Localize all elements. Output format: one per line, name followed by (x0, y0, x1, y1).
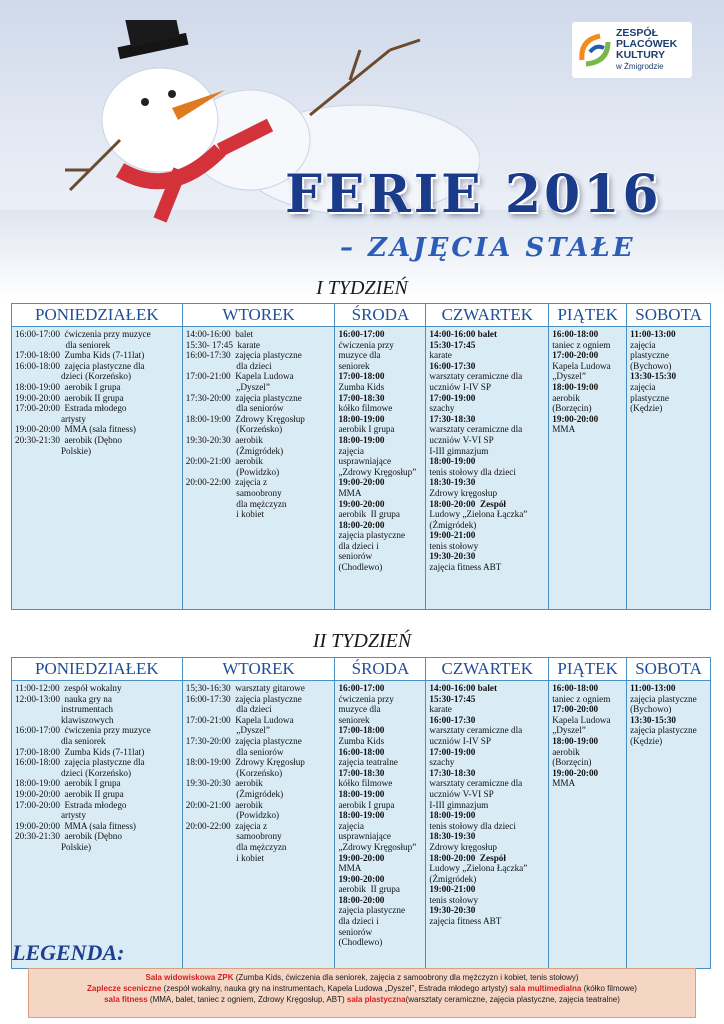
table-header-row (12, 658, 711, 681)
schedule-line: 19:00-21:00 (429, 884, 476, 895)
schedule-line: szachy (429, 757, 455, 768)
day-cell (182, 681, 335, 969)
schedule-line: „Dyszel” (552, 725, 586, 736)
schedule-line: kółko filmowe (338, 403, 393, 414)
schedule-line: seniorek (338, 360, 370, 371)
schedule-line: 17:00-19:00 (429, 392, 476, 403)
schedule-line: 18:00-19:00 aerobik I grupa (15, 381, 121, 392)
legend-text: (warsztaty ceramiczne, zajęcia plastyczne, zajęcia teatralne) (405, 995, 620, 1004)
schedule-line: instrumentach (15, 704, 113, 715)
schedule-line: Zumba Kids (338, 381, 385, 392)
schedule-line: (Chodlewo) (338, 937, 383, 948)
schedule-line: samoobrony (185, 831, 282, 842)
day-header: PONIEDZIAŁEK (12, 658, 183, 681)
schedule-line: 20:00-21:00 aerobik (185, 456, 263, 467)
schedule-line: plastyczne (630, 392, 669, 403)
schedule-line: 17:30-20:00 zajęcia plastyczne (185, 735, 302, 746)
schedule-line: 16:00-17:30 (429, 360, 476, 371)
schedule-line: 16:00-18:00 zajęcia plastyczne dla (15, 360, 145, 371)
schedule-line: dla seniorek (15, 735, 106, 746)
schedule-line: tenis stołowy (429, 894, 479, 905)
schedule-line: Kapela Ludowa (552, 714, 611, 725)
schedule-line: „Zdrowy Kręgosłup” (338, 466, 417, 477)
schedule-line: artysty (15, 810, 86, 821)
day-cell (549, 327, 627, 610)
schedule-line: (Kędzie) (630, 735, 663, 746)
legend-text: (kółko filmowe) (581, 984, 637, 993)
week1-schedule-table (11, 303, 711, 610)
schedule-line: 17:00-20:00 Estrada młodego (15, 799, 127, 810)
schedule-line: uczniów V-VI SP (429, 788, 494, 799)
schedule-line: 18:00-19:00 (552, 381, 599, 392)
schedule-line: 19:00-20:00 aerobik II grupa (15, 392, 124, 403)
schedule-line: zajęcia plastyczne (630, 693, 697, 704)
schedule-line: zajęcia (630, 381, 656, 392)
schedule-line: 17:30-18:30 (429, 767, 476, 778)
schedule-line: (Chodlewo) (338, 562, 383, 573)
schedule-line: 18:00-19:00 (338, 788, 385, 799)
schedule-line: Zdrowy kręgosłup (429, 487, 498, 498)
schedule-line: seniorów (338, 926, 373, 937)
schedule-line: 17:00-18:00 Zumba Kids (7-11lat) (15, 746, 145, 757)
schedule-line: 18:00-19:00 Zdrowy Kręgosłup (185, 757, 305, 768)
schedule-line: 14:00-16:00 balet (429, 329, 498, 339)
schedule-line: 20:30-21:30 aerobik (Dębno (15, 831, 122, 842)
schedule-line: tenis stołowy dla dzieci (429, 820, 516, 831)
schedule-line: 16:00-17:30 (429, 714, 476, 725)
schedule-line: (Kędzie) (630, 403, 663, 414)
schedule-line: dla dzieci (185, 360, 272, 371)
schedule-line: zajęcia fitness ABT (429, 562, 502, 573)
schedule-line: Polskie) (15, 841, 92, 852)
schedule-line: 11:00-13:00 (630, 329, 676, 339)
schedule-line: 18:00-19:00 (429, 456, 476, 467)
schedule-line: taniec z ogniem (552, 693, 611, 704)
schedule-line: zajęcia teatralne (338, 757, 398, 768)
schedule-line: zajęcia plastyczne (338, 905, 406, 916)
schedule-line: 17:00-18:00 (338, 371, 385, 382)
schedule-line: (Żmigródek) (429, 519, 477, 530)
schedule-line: usprawniające (338, 831, 391, 842)
schedule-line: 11:00-13:00 (630, 683, 676, 693)
schedule-line: dzieci (Korzeńsko) (15, 767, 132, 778)
schedule-line: Ludowy „Zielona Łączka” (429, 509, 528, 520)
table-header-row (12, 304, 711, 327)
schedule-line: 19:00-21:00 (429, 530, 476, 541)
day-cell (627, 681, 711, 969)
day-header: CZWARTEK (426, 658, 549, 681)
schedule-line: 17:30-18:30 (429, 413, 476, 424)
schedule-line: (Żmigródek) (429, 873, 477, 884)
schedule-line: 20:00-22:00 zajęcia z (185, 820, 268, 831)
schedule-line: 16:00-18:00 zajęcia plastyczne dla (15, 757, 145, 768)
day-cell (549, 681, 627, 969)
legend-text: (MMA, balet, taniec z ogniem, Zdrowy Kręgosłup, ABT) (147, 995, 347, 1004)
schedule-line: I-III gimnazjum (429, 799, 489, 810)
schedule-line: 19:30-20:30 (429, 905, 476, 916)
schedule-line: tenis stołowy (429, 540, 479, 551)
schedule-line: 18:00-19:00 (338, 434, 385, 445)
legend-text: (Zumba Kids, ćwiczenia dla seniorek, zajęcia z samoobrony dla mężczyzn i kobiet, tenis stołowy) (233, 973, 579, 982)
schedule-line: uczniów V-VI SP (429, 434, 494, 445)
schedule-line: dla dzieci i (338, 540, 379, 551)
schedule-line: MMA (338, 487, 362, 498)
schedule-line: (Borzęcin) (552, 757, 592, 768)
schedule-line: i kobiet (185, 852, 265, 863)
schedule-line: Polskie) (15, 445, 92, 456)
schedule-line: 20:30-21:30 aerobik (Dębno (15, 434, 122, 445)
schedule-line: 16:00-18:00 (552, 329, 599, 339)
schedule-line: 19:30-20:30 (429, 551, 476, 562)
schedule-line: (Powidzko) (185, 810, 280, 821)
legend-room: sala plastyczna (346, 995, 406, 1004)
schedule-line: 12:00-13:00 nauka gry na (15, 693, 112, 704)
schedule-line: dla dzieci (185, 704, 272, 715)
schedule-line: 14:00-16:00 balet (429, 683, 498, 693)
table-row (12, 681, 711, 969)
schedule-line: ćwiczenia przy (338, 339, 394, 350)
schedule-line: 17:30-20:00 zajęcia plastyczne (185, 392, 302, 403)
schedule-line: 17:00-20:00 (552, 350, 599, 361)
schedule-line: 19:00-20:00 MMA (sala fitness) (15, 820, 136, 831)
day-header: PIĄTEK (549, 304, 627, 327)
schedule-line: 19:00-20:00 (552, 767, 599, 778)
schedule-line: 16:00-17:00 ćwiczenia przy muzyce (15, 725, 151, 736)
schedule-line: 19:30-20:30 aerobik (185, 434, 263, 445)
schedule-line: 19:00-20:00 (338, 873, 385, 884)
schedule-line: karate (429, 350, 452, 361)
day-header: SOBOTA (627, 658, 711, 681)
day-cell (426, 681, 549, 969)
schedule-line: warsztaty ceramiczne dla (429, 424, 523, 435)
day-cell (12, 681, 183, 969)
schedule-line: Zumba Kids (338, 735, 385, 746)
schedule-line: 18:00-19:00 (338, 413, 385, 424)
schedule-line: 19:00-20:00 (338, 498, 385, 509)
schedule-line: warsztaty ceramiczne dla (429, 725, 523, 736)
schedule-line: i kobiet (185, 509, 265, 520)
schedule-line: (Bychowo) (630, 360, 672, 371)
day-cell (182, 327, 335, 610)
schedule-line: 17:00-18:00 (338, 725, 385, 736)
legend-title: LEGENDA: (12, 940, 125, 965)
day-header: WTOREK (182, 304, 335, 327)
schedule-line: zajęcia plastyczne (338, 530, 406, 541)
schedule-line: muzyce dla (338, 350, 381, 361)
schedule-line: 16:00-18:00 (338, 746, 385, 757)
schedule-line: taniec z ogniem (552, 339, 611, 350)
schedule-line: dzieci (Korzeńsko) (15, 371, 132, 382)
schedule-line: (Korzeńsko) (185, 424, 283, 435)
schedule-line: 18:00-19:00 aerobik I grupa (15, 778, 121, 789)
schedule-line: 19:00-20:00 (552, 413, 599, 424)
schedule-line: „Dyszel” (185, 725, 270, 736)
schedule-line: 16:00-18:00 (552, 683, 599, 693)
schedule-line: MMA (552, 778, 576, 789)
week2-heading: II TYDZIEŃ (312, 630, 412, 652)
schedule-line: 13:30-15:30 (630, 371, 677, 382)
day-header: PONIEDZIAŁEK (12, 304, 183, 327)
schedule-line: dla mężczyzn (185, 498, 287, 509)
schedule-line: 17:00-20:00 (552, 704, 599, 715)
schedule-line: usprawniające (338, 456, 392, 467)
schedule-line: 16:00-17:30 zajęcia plastyczne (185, 350, 302, 361)
schedule-line: „Zdrowy Kręgosłup” (338, 841, 417, 852)
schedule-line: Ludowy „Zielona Łączka” (429, 863, 528, 874)
schedule-line: 15;30-16:30 warsztaty gitarowe (185, 683, 305, 693)
schedule-line: 17:00-19:00 (429, 746, 476, 757)
schedule-line: 15:30- 17:45 karate (185, 339, 260, 350)
schedule-line: 17:00-21:00 Kapela Ludowa (185, 714, 294, 725)
schedule-line: 15:30-17:45 (429, 693, 476, 704)
schedule-line: 16:00-17:00 (338, 683, 385, 693)
logo-text: ZESPÓŁ PLACÓWEK KULTURY w Żmigrodzie (616, 27, 678, 71)
logo (572, 22, 692, 78)
schedule-line: (Żmigródek) (185, 788, 284, 799)
schedule-line: zajęcia plastyczne (630, 725, 697, 736)
schedule-line: „Dyszel” (552, 371, 586, 382)
header-banner (0, 0, 724, 300)
schedule-line: 20:00-21:00 aerobik (185, 799, 263, 810)
schedule-line: (Borzęcin) (552, 403, 592, 414)
legend-room: Zaplecze sceniczne (87, 984, 162, 993)
legend-text: (zespół wokalny, nauka gry na instrumentach, Kapela Ludowa „Dyszel”, Estrada młodego artysty) (161, 984, 510, 993)
schedule-line: 18:00-19:00 (338, 810, 385, 821)
schedule-line: dla seniorów (185, 746, 284, 757)
schedule-line: 13:30-15:30 (630, 714, 677, 725)
day-header: PIĄTEK (549, 658, 627, 681)
schedule-line: aerobik II grupa (338, 884, 400, 895)
schedule-line: zajęcia fitness ABT (429, 916, 502, 927)
schedule-line: 19:00-20:00 MMA (sala fitness) (15, 424, 136, 435)
schedule-line: 14:00-16:00 balet (185, 329, 254, 339)
page-subtitle: – ZAJĘCIA STAŁE (340, 233, 636, 263)
schedule-line: (Powidzko) (185, 466, 280, 477)
schedule-line: artysty (15, 413, 86, 424)
day-header: WTOREK (182, 658, 335, 681)
schedule-line: 16:00-17:30 zajęcia plastyczne (185, 693, 302, 704)
schedule-line: 17:00-18:30 (338, 767, 385, 778)
day-cell (12, 327, 183, 610)
schedule-line: warsztaty ceramiczne dla (429, 778, 523, 789)
legend-room: Sala widowiskowa ZPK (145, 973, 234, 982)
schedule-line: dla dzieci i (338, 916, 379, 927)
schedule-line: tenis stołowy dla dzieci (429, 466, 516, 477)
schedule-line: 18:00-19:00 (429, 810, 476, 821)
day-header: ŚRODA (335, 658, 426, 681)
schedule-line: 19:00-20:00 (338, 852, 385, 863)
schedule-line: aerobik I grupa (338, 799, 395, 810)
schedule-line: karate (429, 704, 452, 715)
schedule-line: zajęcia (630, 339, 656, 350)
schedule-line: MMA (552, 424, 576, 435)
schedule-line: „Dyszel” (185, 381, 270, 392)
schedule-line: seniorek (338, 714, 370, 725)
schedule-line: (Bychowo) (630, 704, 672, 715)
schedule-line: zajęcia (338, 820, 364, 831)
schedule-line: 19:30-20:30 aerobik (185, 778, 263, 789)
day-cell (335, 327, 426, 610)
schedule-line: 17:00-20:00 Estrada młodego (15, 403, 127, 414)
schedule-line: klawiszowych (15, 714, 114, 725)
schedule-line: 19:00-20:00 (338, 477, 385, 488)
schedule-line: 20:00-22:00 zajęcia z (185, 477, 268, 488)
table-row (12, 327, 711, 610)
schedule-line: aerobik (552, 746, 580, 757)
day-cell (335, 681, 426, 969)
schedule-line: 15:30-17:45 (429, 339, 476, 350)
schedule-line: 18:00-19:00 (552, 735, 599, 746)
day-header: ŚRODA (335, 304, 426, 327)
schedule-line: 17:00-18:30 (338, 392, 385, 403)
week1-heading: I TYDZIEŃ (316, 277, 408, 299)
week2-schedule-table (11, 657, 711, 969)
legend-box (28, 968, 696, 1018)
schedule-line: 16:00-17:00 ćwiczenia przy muzyce (15, 329, 151, 339)
schedule-line: (Żmigródek) (185, 445, 284, 456)
schedule-line: aerobik I grupa (338, 424, 395, 435)
schedule-line: 16:00-17:00 (338, 329, 385, 339)
schedule-line: MMA (338, 863, 362, 874)
schedule-line: 11:00-12:00 zespół wokalny (15, 683, 122, 693)
schedule-line: 18:00-20:00 Zespół (429, 852, 506, 863)
schedule-line: 18:00-20:00 Zespół (429, 498, 506, 509)
schedule-line: 17:00-18:00 Zumba Kids (7-11lat) (15, 350, 145, 361)
schedule-line: 18:00-19:00 Zdrowy Kręgosłup (185, 413, 305, 424)
schedule-line: ćwiczenia przy (338, 693, 394, 704)
schedule-line: 19:00-20:00 aerobik II grupa (15, 788, 124, 799)
schedule-line: dla mężczyzn (185, 841, 287, 852)
schedule-line: Zdrowy kręgosłup (429, 841, 498, 852)
schedule-line: samoobrony (185, 487, 282, 498)
schedule-line: warsztaty ceramiczne dla (429, 371, 523, 382)
schedule-line: aerobik II grupa (338, 509, 400, 520)
schedule-line: plastyczne (630, 350, 669, 361)
schedule-line: muzyce dla (338, 704, 381, 715)
schedule-line: dla seniorów (185, 403, 284, 414)
schedule-line: I-III gimnazjum (429, 445, 489, 456)
day-header: CZWARTEK (426, 304, 549, 327)
schedule-line: 18:00-20:00 (338, 894, 385, 905)
schedule-line: szachy (429, 403, 455, 414)
schedule-line: zajęcia (338, 445, 364, 456)
schedule-line: kółko filmowe (338, 778, 393, 789)
day-cell (426, 327, 549, 610)
legend-room: sala multimedialna (509, 984, 582, 993)
schedule-line: 18:30-19:30 (429, 831, 476, 842)
logo-mark-icon (578, 30, 612, 70)
legend-room: sala fitness (104, 995, 148, 1004)
day-header: SOBOTA (627, 304, 711, 327)
schedule-line: uczniów I-IV SP (429, 381, 492, 392)
day-cell (627, 327, 711, 610)
schedule-line: 18:30-19:30 (429, 477, 476, 488)
schedule-line: aerobik (552, 392, 580, 403)
schedule-line: (Korzeńsko) (185, 767, 283, 778)
schedule-line: 18:00-20:00 (338, 519, 385, 530)
schedule-line: uczniów I-IV SP (429, 735, 491, 746)
schedule-line: Kapela Ludowa (552, 360, 611, 371)
page-title: FERIE 2016 (285, 164, 662, 225)
schedule-line: dla seniorek (15, 339, 111, 350)
schedule-line: 17:00-21:00 Kapela Ludowa (185, 371, 294, 382)
schedule-line: seniorów (338, 551, 373, 562)
